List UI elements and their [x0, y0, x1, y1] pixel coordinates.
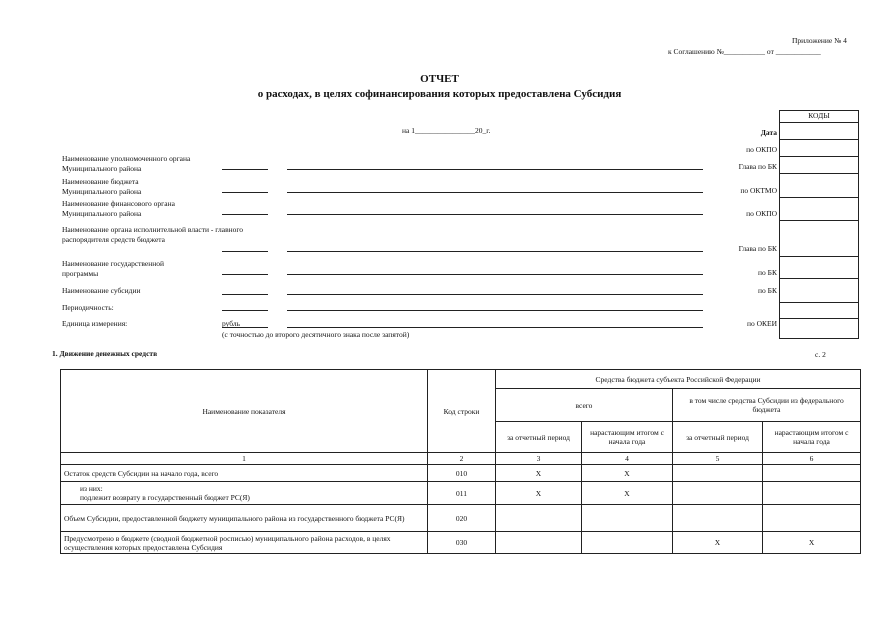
- label-head-bk-2: Глава по БК: [738, 244, 777, 253]
- head-including-subsidy: в том числе средства Субсидии из федерального бюджета: [673, 389, 861, 422]
- row-cell-c6[interactable]: X: [763, 532, 861, 554]
- label-budget: Наименование бюджета Муниципального района: [62, 177, 142, 196]
- label-periodicity: Периодичность:: [62, 303, 114, 312]
- label-okpo-2: по ОКПО: [746, 209, 777, 218]
- row-name: Остаток средств Субсидии на начало года, всего: [61, 465, 428, 482]
- row-name: Предусмотрено в бюджете (сводной бюджетной росписью) муниципального района расходов, в целях осуществления которых предоставлена Субсидия: [61, 532, 428, 554]
- row-cell-c6[interactable]: [763, 505, 861, 532]
- row-cell-c3[interactable]: X: [496, 482, 582, 505]
- fill-line: [287, 192, 703, 193]
- table-row: [61, 482, 861, 505]
- unit-value: рубль: [222, 319, 241, 328]
- fill-line: [222, 192, 268, 193]
- fill-line: [222, 274, 268, 275]
- report-date-line: на 1________________20_г.: [402, 126, 491, 135]
- head-budget-funds: Средства бюджета субъекта Российской Федерации: [496, 370, 861, 389]
- row-name-prefix: из них:: [80, 484, 103, 493]
- row-cell-c5[interactable]: [673, 505, 763, 532]
- row-cell-c4[interactable]: [582, 532, 673, 554]
- fill-line: [222, 251, 268, 252]
- fill-line: [222, 294, 268, 295]
- fill-line: [222, 327, 268, 328]
- cash-flow-table: [60, 369, 861, 554]
- agreement-label: к Соглашению №___________ от ____________: [668, 47, 821, 56]
- label-authorized-body: Наименование уполномоченного органа Муниципального района: [62, 154, 191, 173]
- head-total-period: за отчетный период: [496, 422, 582, 453]
- col-num: 5: [673, 453, 763, 465]
- code-cell-okpo-2[interactable]: [780, 198, 858, 221]
- label-executive-body: Наименование органа исполнительной власти - главного распорядителя средств бюджета: [62, 225, 244, 244]
- label-finance-body: Наименование финансового органа Муниципального района: [62, 199, 175, 218]
- label-head-bk: Глава по БК: [738, 162, 777, 171]
- head-total: всего: [496, 389, 673, 422]
- label-oktmo: по ОКТМО: [740, 186, 777, 195]
- code-cell-head-bk[interactable]: [780, 157, 858, 174]
- label-state-program: Наименование государственной программы: [62, 259, 165, 278]
- fill-line: [287, 214, 703, 215]
- row-cell-c4[interactable]: X: [582, 465, 673, 482]
- row-cell-c5[interactable]: [673, 482, 763, 505]
- report-subtitle: о расходах, в целях софинансирования которых предоставлена Субсидия: [257, 88, 622, 100]
- row-cell-c3[interactable]: [496, 532, 582, 554]
- code-cell-bk-2[interactable]: [780, 279, 858, 303]
- code-cell-head-bk-2[interactable]: [780, 221, 858, 257]
- row-cell-c4[interactable]: X: [582, 482, 673, 505]
- row-cell-c5[interactable]: X: [673, 532, 763, 554]
- row-name: [61, 482, 428, 505]
- code-cell-bk[interactable]: [780, 257, 858, 279]
- row-cell-c6[interactable]: [763, 465, 861, 482]
- row-cell-c6[interactable]: [763, 482, 861, 505]
- report-title: ОТЧЕТ: [420, 73, 459, 85]
- row-code: 020: [428, 505, 496, 532]
- fill-line: [222, 214, 268, 215]
- fill-line: [222, 169, 268, 170]
- label-bk: по БК: [758, 268, 777, 277]
- label-okei: по ОКЕИ: [746, 319, 777, 328]
- unit-note: (с точностью до второго десятичного знака после запятой): [222, 330, 410, 339]
- fill-line: [287, 169, 703, 170]
- code-cell-date[interactable]: [780, 123, 858, 140]
- code-cell-okpo[interactable]: [780, 140, 858, 157]
- fill-line: [287, 294, 703, 295]
- label-okpo: по ОКПО: [746, 145, 777, 154]
- head-total-cumulative: нарастающим итогом с начала года: [582, 422, 673, 453]
- col-num: 2: [428, 453, 496, 465]
- row-name: Объем Субсидии, предоставленной бюджету муниципального района из государственного бюджета РС(Я): [61, 505, 428, 532]
- table-row: [61, 505, 861, 532]
- code-cell-okei[interactable]: [780, 303, 858, 319]
- code-cell-oktmo[interactable]: [780, 174, 858, 198]
- row-cell-c3[interactable]: X: [496, 465, 582, 482]
- fill-line: [287, 251, 703, 252]
- table-row: [61, 532, 861, 554]
- table-row: [61, 465, 861, 482]
- head-subsidy-period: за отчетный период: [673, 422, 763, 453]
- fill-line: [287, 327, 703, 328]
- row-code: 011: [428, 482, 496, 505]
- codes-header: КОДЫ: [780, 111, 858, 123]
- row-cell-c4[interactable]: [582, 505, 673, 532]
- head-indicator-name: Наименование показателя: [61, 370, 428, 453]
- label-subsidy: Наименование субсидии: [62, 286, 141, 295]
- fill-line: [287, 274, 703, 275]
- page-number: с. 2: [815, 350, 826, 359]
- row-code: 030: [428, 532, 496, 554]
- head-row-code: Код строки: [428, 370, 496, 453]
- fill-line: [287, 310, 703, 311]
- label-bk-2: по БК: [758, 286, 777, 295]
- col-num: 4: [582, 453, 673, 465]
- section-title: 1. Движение денежных средств: [52, 349, 158, 358]
- row-cell-c5[interactable]: [673, 465, 763, 482]
- col-num: 3: [496, 453, 582, 465]
- col-num: 1: [61, 453, 428, 465]
- row-name-sub: подлежит возврату в государственный бюджет РС(Я): [80, 493, 250, 502]
- codes-column: [779, 110, 859, 339]
- appendix-label: Приложение № 4: [792, 36, 847, 45]
- head-subsidy-cumulative: нарастающим итогом с начала года: [763, 422, 861, 453]
- fill-line: [222, 310, 268, 311]
- row-cell-c3[interactable]: [496, 505, 582, 532]
- col-num: 6: [763, 453, 861, 465]
- row-code: 010: [428, 465, 496, 482]
- label-unit: Единица измерения:: [62, 319, 128, 328]
- label-date: Дата: [760, 128, 777, 137]
